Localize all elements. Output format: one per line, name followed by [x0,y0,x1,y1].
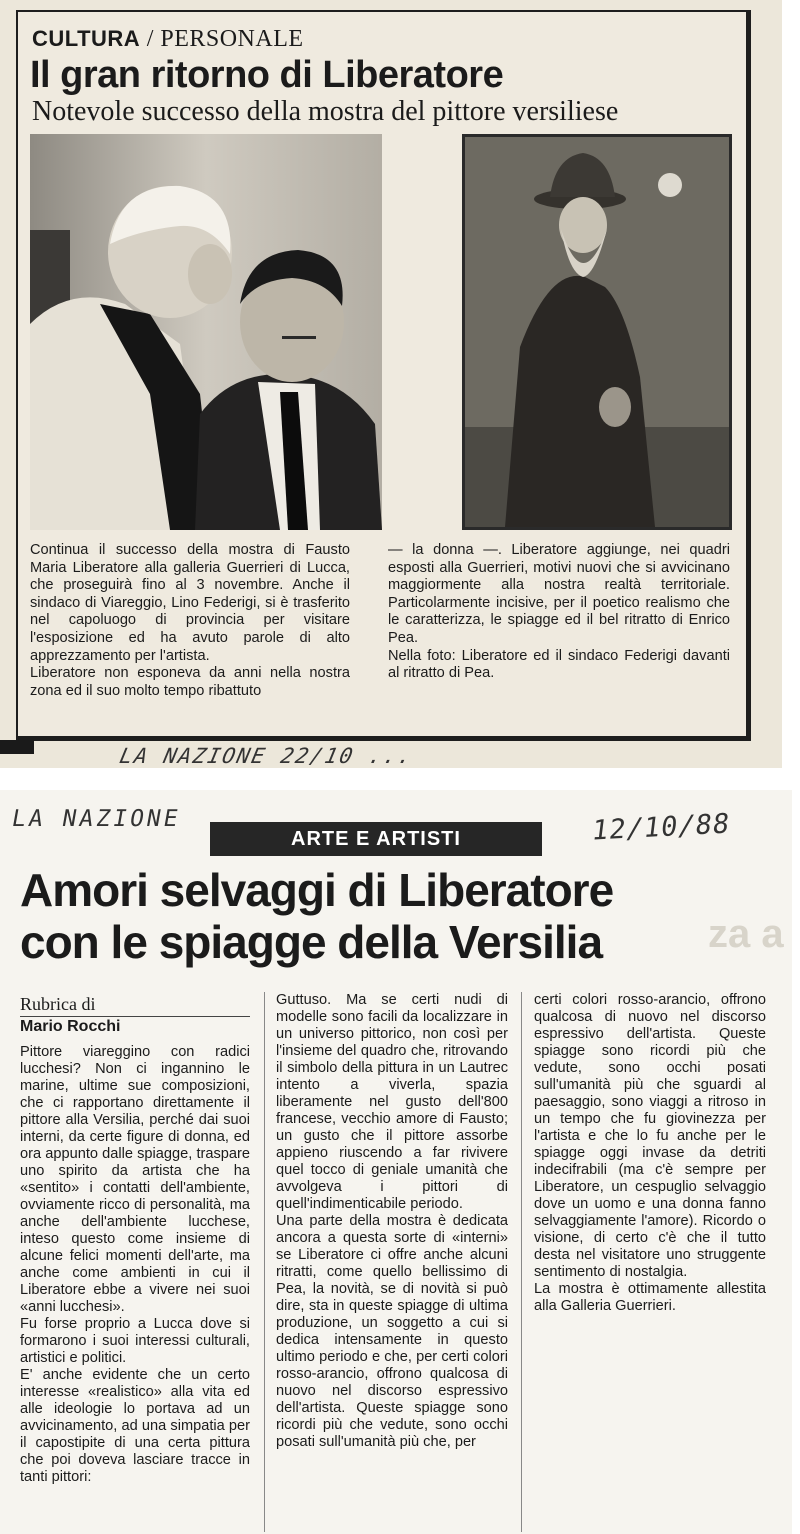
caption-paragraph: Liberatore non esponeva da anni nella nostra zona ed il suo molto tempo ribattuto [30,665,350,699]
section-banner: ARTE E ARTISTI [210,822,542,856]
headline: Il gran ritorno di Liberatore [30,54,504,96]
section-kicker [32,26,304,53]
article-column-2 [276,992,508,1451]
caption-paragraph: — la donna —. Liberatore aggiunge, nei quadri esposti alla Guerrieri, motivi nuovi che si avvicinano maggiormente alla nostra realtà territoriale. Particolarmente incisive, per il poetico realismo che le caratterizza, le spiagge ed il bel ritratto di Enrico Pea. [388,542,730,646]
rubric-divider [20,1016,250,1017]
rubric-label: Rubrica di [20,994,96,1014]
article-frame [16,10,751,741]
handwritten-source: LA NAZIONE [9,806,183,832]
show-through-text: za a [708,912,784,956]
caption-column-right [388,542,730,683]
article-paragraph: Una parte della mostra è dedicata ancora a questa sorte di «interni» se Liberatore ci offre anche alcuni ritratti, come quello bellissimo di Pea, la novità, se di novità si può dire, sta in queste spiagge di ultima produzione, un soggetto a cui si dedica intensamente in questo ultimo periodo e che, per certi colori rosso-arancio, offrono qualcosa di nuovo nel discorso espressivo dell'artista. Queste spiagge sono ricordi più che vedute, sono occhi posati sull'umanità più che, per [276,1213,508,1450]
caption-paragraph: Continua il successo della mostra di Fausto Maria Liberatore alla galleria Guerrieri di Lucca, che proseguirà fino al 3 novembre. Anche il sindaco di Viareggio, Lino Federigi, si è trasferito nel capoluogo di provincia per visitare l'esposizione ed ha avuto parole di alto apprezzamento per l'artista. [30,542,350,664]
headline [20,864,613,968]
subheadline: Notevole successo della mostra del pittore versiliese [32,96,619,127]
article-paragraph: Fu forse proprio a Lucca dove si formarono i suoi interessi culturali, artistici e politici. [20,1316,250,1366]
section-separator: / [140,26,161,52]
photo-two-men [30,134,382,530]
article-paragraph: Guttuso. Ma se certi nudi di modelle sono facili da localizzare in un universo pittorico, non così per l'insieme del quadro che, ritrovando il simbolo della pittura in un Lautrec intento a viverla, spazia liberamente nel gusto dell'800 francese, vecchio amore di Fausto; un gusto che il pittore assorbe appieno riuscendo a far rivivere quel tocco di geniale umanità che avvolgeva i pittori di quell'indimenticabile periodo. [276,992,508,1212]
handwritten-note: LA NAZIONE 22/10 ... [117,744,416,768]
photo-two-men-illustration [30,134,382,530]
section-sublabel: PERSONALE [160,26,304,52]
clipping-1 [0,0,782,768]
article-column-3 [534,992,766,1315]
headline-line-1: Amori selvaggi di Liberatore [20,864,614,916]
portrait-painting-illustration [465,137,729,527]
column-divider [264,992,265,1532]
article-paragraph: certi colori rosso-arancio, offrono qualcosa di nuovo nel discorso espressivo dell'artista. Queste spiagge sono ricordi più che vedute, sono occhi posati sull'umanità più che sguardi al paesaggio, sono viaggi a ritroso in un tempo che fu giovinezza per l'artista e che lo fu anche per le spiagge oggi invase da detriti indecifrabili (ma c'è sempre per Liberatore, un cespuglio selvaggio dove un uomo e una donna fanno selvaggiamente l'amore). Ricordo o visione, di certo c'è che il tutto desta nel visitatore uno struggente sentimento di nostalgia. [534,992,766,1280]
photo-portrait-painting [462,134,732,530]
section-label: CULTURA [32,26,141,51]
page-tab-mark [0,740,34,754]
handwritten-date: 12/10/88 [590,808,732,847]
caption-column-left [30,542,350,700]
article-column-1 [20,1044,250,1486]
column-divider [521,992,522,1532]
article-paragraph: Pittore viareggino con radici lucchesi? Non ci ingannino le marine, ultime sue composizioni, che ci rapportano direttamente il pittore alla Versilia, perché dai suoi interni, da certe figure di donna, ed ora appunto dalle spiagge, traspare uno spirito da artista che ha «sentito» i contatti dell'ambiente, ovviamente ricco di personalità, ma anche dell'ambiente lucchese, inteso questo come insieme di alcune felici momenti dell'arte, ma anche come ambienti in cui il Liberatore ebbe a vivere nei suoi «anni lucchesi». [20,1044,250,1315]
article-paragraph: E' anche evidente che un certo interesse «realistico» alla vita ed alle ideologie lo portava ad un avvicinamento, ad una simpatia per il capostipite di una certa pittura che poi doveva lasciare tracce in tanti pittori: [20,1367,250,1485]
article-paragraph: La mostra è ottimamente allestita alla Galleria Guerrieri. [534,1281,766,1314]
author-name: Mario Rocchi [20,1018,121,1035]
photo-caption: Nella foto: Liberatore ed il sindaco Federigi davanti al ritratto di Pea. [388,647,730,682]
headline-line-2: con le spiagge della Versilia [20,916,603,968]
